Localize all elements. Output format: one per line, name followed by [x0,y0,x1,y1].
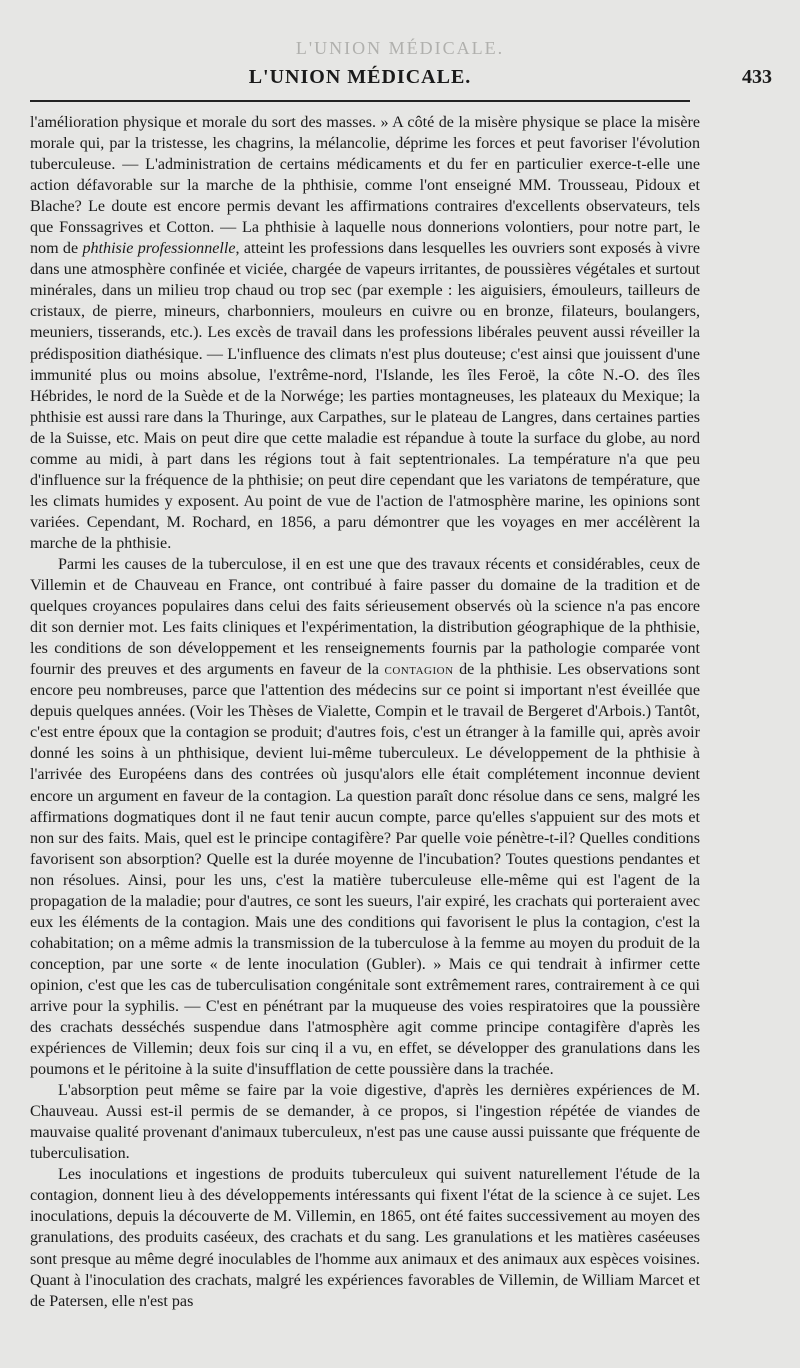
paragraph [30,554,700,1080]
paragraph [30,1164,700,1311]
paragraph [30,112,700,554]
smallcaps-term: contagion [384,661,454,679]
italic-term: phthisie professionnelle [82,240,236,258]
header-rule [30,100,690,102]
body-text [30,112,700,1312]
text-run: Les inoculations et ingestions de produits tuberculeux qui suivent naturellement l'étude de la contagion, donnent lieu à des développements intéressants qui fixent l'état de la science à ce sujet. Les inoculations, depuis la découverte de M. Villemin, en 1865, ont été faites successivement au moyen des granulations, des produits caséeux, des crachats et du sang. Les granulations et les matières caséeuses sont presque au même degré inoculables de l'homme aux animaux et des animaux aux espèces voisines. Quant à l'inoculation des crachats, malgré les expériences favorables de Villemin, de William Marcet et de Patersen, elle n'est pas [30,1166,700,1310]
text-run: l'amélioration physique et morale du sort des masses. » A côté de la misère physique se place la misère morale qui, par la tristesse, les chagrins, la mélancolie, déprime les forces et peut favoriser l'évolution tuberculeuse. — L'administration de certains médicaments et du fer en particulier exerce-t-elle une action défavorable sur la marche de la phthisie, comme l'ont enseigné MM. Trousseau, Pidoux et Blache? Le doute est encore permis devant les affirmations contraires d'excellents observateurs, tels que Fonssagrives et Cotton. — La phthisie à laquelle nous donnerions volontiers, pour notre part, le nom de [30,114,700,258]
running-title: L'UNION MÉDICALE. [248,66,472,88]
show-through-header: L'UNION MÉDICALE. [295,38,505,58]
page-header [28,66,772,92]
text-run: , atteint les professions dans lesquelles les ouvriers sont exposés à vivre dans une atmosphère confinée et viciée, chargée de vapeurs irritantes, de poussières végétales et surtout minérales, dans un milieu trop chaud ou trop sec (par exemple : les aiguisiers, émouleurs, tailleurs de cristaux, de pierre, mineurs, charbonniers, mouleurs en cuivre ou en bronze, filateurs, boulangers, meuniers, tisserands, etc.). Les excès de travail dans les professions libérales peuvent aussi réveiller la prédisposition diathésique. — L'influence des climats n'est plus douteuse; c'est ainsi que jouissent d'une immunité plus ou moins absolue, l'extrême-nord, l'Islande, les îles Feroë, la côte N.-O. des îles Hébrides, le nord de la Suède et de la Norwége; les parties montagneuses, les plateaux du Mexique; la phthisie est aussi rare dans la Thuringe, aux Carpathes, sur le plateau de Langres, dans certaines parties de la Suisse, etc. Mais on peut dire que cette maladie est répandue à toute la surface du globe, au nord comme au midi, à part dans les régions tout à fait septentrionales. La température n'a que peu d'influence sur la fréquence de la phthisie; on peut dire cependant que les variatons de température, que les climats humides y exposent. Au point de vue de l'action de l'atmosphère marine, les opinions sont variées. Cependant, M. Rochard, en 1856, a paru démontrer que les voyages en mer accélèrent la marche de la phthisie. [30,240,700,552]
text-run: de la phthisie. Les observations sont encore peu nombreuses, parce que l'attention des médecins sur ce point si important n'est éveillée que depuis quelques années. (Voir les Thèses de Vialette, Compin et le travail de Bergeret d'Arbois.) Tantôt, c'est entre époux que la contagion se produit; d'autres fois, c'est un étranger à la famille qui, après avoir donné les soins à un phthisique, devient lui-même tuberculeux. Le développement de la phthisie à l'arrivée des Européens dans des contrées où jusqu'alors elle était complétement inconnue devient encore un argument en faveur de la contagion. La question paraît donc résolue dans ce sens, malgré les affirmations dogmatiques dont il ne faut tenir aucun compte, parce qu'elles s'appuient sur des mots et non sur des faits. Mais, quel est le principe contagifère? Par quelle voie pénètre-t-il? Quelles conditions favorisent son absorption? Quelle est la durée moyenne de l'incubation? Toutes questions pendantes et non résolues. Ainsi, pour les uns, c'est la matière tuberculeuse elle-même qui est l'agent de la propagation de la maladie; pour d'autres, ce sont les sueurs, l'air expiré, les crachats qui porteraient avec eux les éléments de la contagion. Mais une des conditions qui favorisent le plus la contagion, c'est la cohabitation; on a même admis la transmission de la tuberculose à la femme au moyen du produit de la conception, par une sorte « de lente inoculation (Gubler). » Mais ce qui tendrait à infirmer cette opinion, c'est que les cas de tuberculisation congénitale sont extrêmement rares, contrairement à ce qui arrive pour la syphilis. — C'est en pénétrant par la muqueuse des voies respiratoires que la poussière des crachats desséchés suspendue dans l'atmosphère agit comme principe contagifère d'après les expériences de Villemin; deux fois sur cinq il a vu, en effet, se développer des granulations dans les poumons et le péritoine à la suite d'insufflation de cette poussière dans la trachée. [30,661,701,1079]
text-run: L'absorption peut même se faire par la voie digestive, d'après les dernières expériences de M. Chauveau. Aussi est-il permis de se demander, à ce propos, si l'ingestion répétée de viandes de mauvaise qualité provenant d'animaux tuberculeux, n'est pas une cause aussi puissante que fréquente de tuberculisation. [30,1082,700,1163]
text-run: Parmi les causes de la tuberculose, il en est une que des travaux récents et considérables, ceux de Villemin et de Chauveau en France, ont contribué à faire passer du domaine de la tradition et de quelques croyances populaires dans celui des faits sérieusement observés où la science n'a pas encore dit son dernier mot. Les faits cliniques et l'expérimentation, la distribution géographique de la phthisie, les conditions de son développement et les renseignements fournis par la pathologie comparée vont fournir des preuves et des arguments en faveur de la [30,555,700,679]
page-number: 433 [742,66,772,88]
paragraph [30,1080,700,1164]
